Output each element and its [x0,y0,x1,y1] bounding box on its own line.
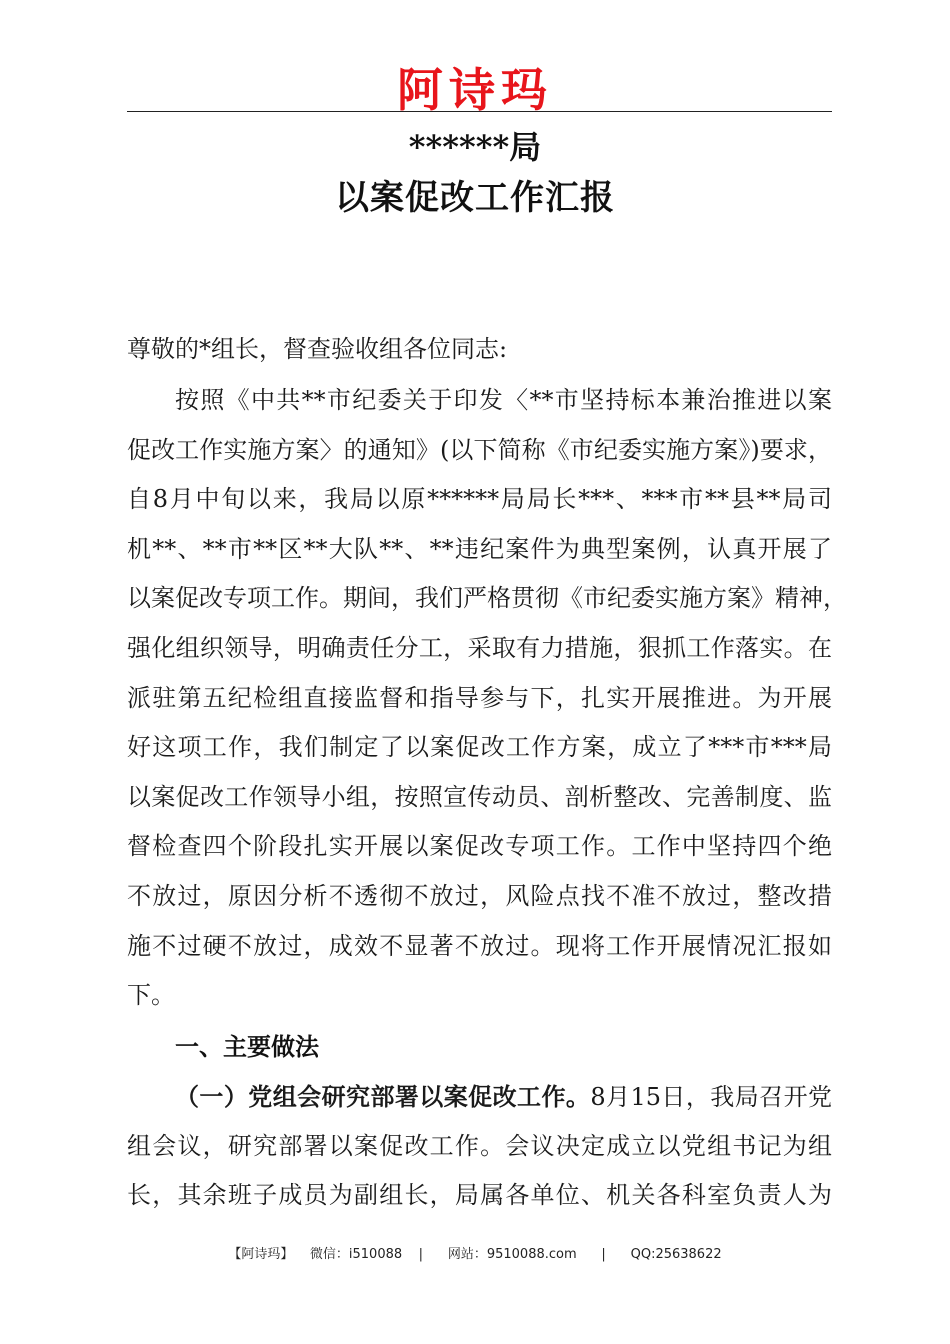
page-footer: 【阿诗玛】 微信：i510088 | 网站：9510088.com | QQ:25638622 [228,1247,722,1262]
paragraph-line: 下。 [127,981,175,1010]
paragraph-line: 强化组织领导，明确责任分工，采取有力措施，狠抓工作落实。在 [127,633,832,662]
paragraph-line: 按照《中共**市纪委关于印发〈**市坚持标本兼治推进以案 [175,386,832,414]
paragraph-line: 组会议，研究部署以案促改工作。会议决定成立以党组书记为组 [127,1131,832,1160]
document-title-org: ******局 [408,128,542,166]
paragraph-line: 施不过硬不放过，成效不显著不放过。现将工作开展情况汇报如 [127,931,832,960]
subsection-heading: （一）党组会研究部署以案促改工作。 [175,1082,591,1111]
paragraph-line: 自8月中旬以来，我局以原******局局长***、***市**县**局司 [127,485,832,514]
paragraph-line: 机**、**市**区**大队**、**违纪案件为典型案例，认真开展了 [127,534,832,563]
paragraph-line: 好这项工作，我们制定了以案促改工作方案，成立了***市***局 [127,733,832,762]
paragraph-line: 以案促改专项工作。期间，我们严格贯彻《市纪委实施方案》精神， [127,584,847,613]
paragraph-line: 以案促改工作领导小组，按照宣传动员、剖析整改、完善制度、监 [127,782,832,811]
paragraph-line: 派驻第五纪检组直接监督和指导参与下，扎实开展推进。为开展 [127,683,832,712]
header-divider [127,111,832,112]
paragraph-intro [127,376,847,1021]
paragraph-subsection [127,1072,832,1221]
document-title: 以案促改工作汇报 [335,178,615,218]
paragraph-line: 促改工作实施方案〉的通知》(以下简称《市纪委实施方案》)要求， [127,435,832,464]
paragraph-line [127,1072,832,1122]
salutation [127,325,832,375]
paragraph-line: 不放过，原因分析不透彻不放过，风险点找不准不放过，整改措 [127,881,832,910]
brand-logo: 阿诗玛 [397,63,553,117]
paragraph-line: 督检查四个阶段扎实开展以案促改专项工作。工作中坚持四个绝 [127,832,832,861]
paragraph-line: 长，其余班子成员为副组长，局属各单位、机关各科室负责人为 [127,1181,832,1210]
section-heading: 一、主要做法 [175,1033,319,1061]
subsection-text: 8月15日，我局召开党 [590,1083,833,1111]
salutation-text: 尊敬的*组长，督查验收组各位同志: [127,335,508,363]
